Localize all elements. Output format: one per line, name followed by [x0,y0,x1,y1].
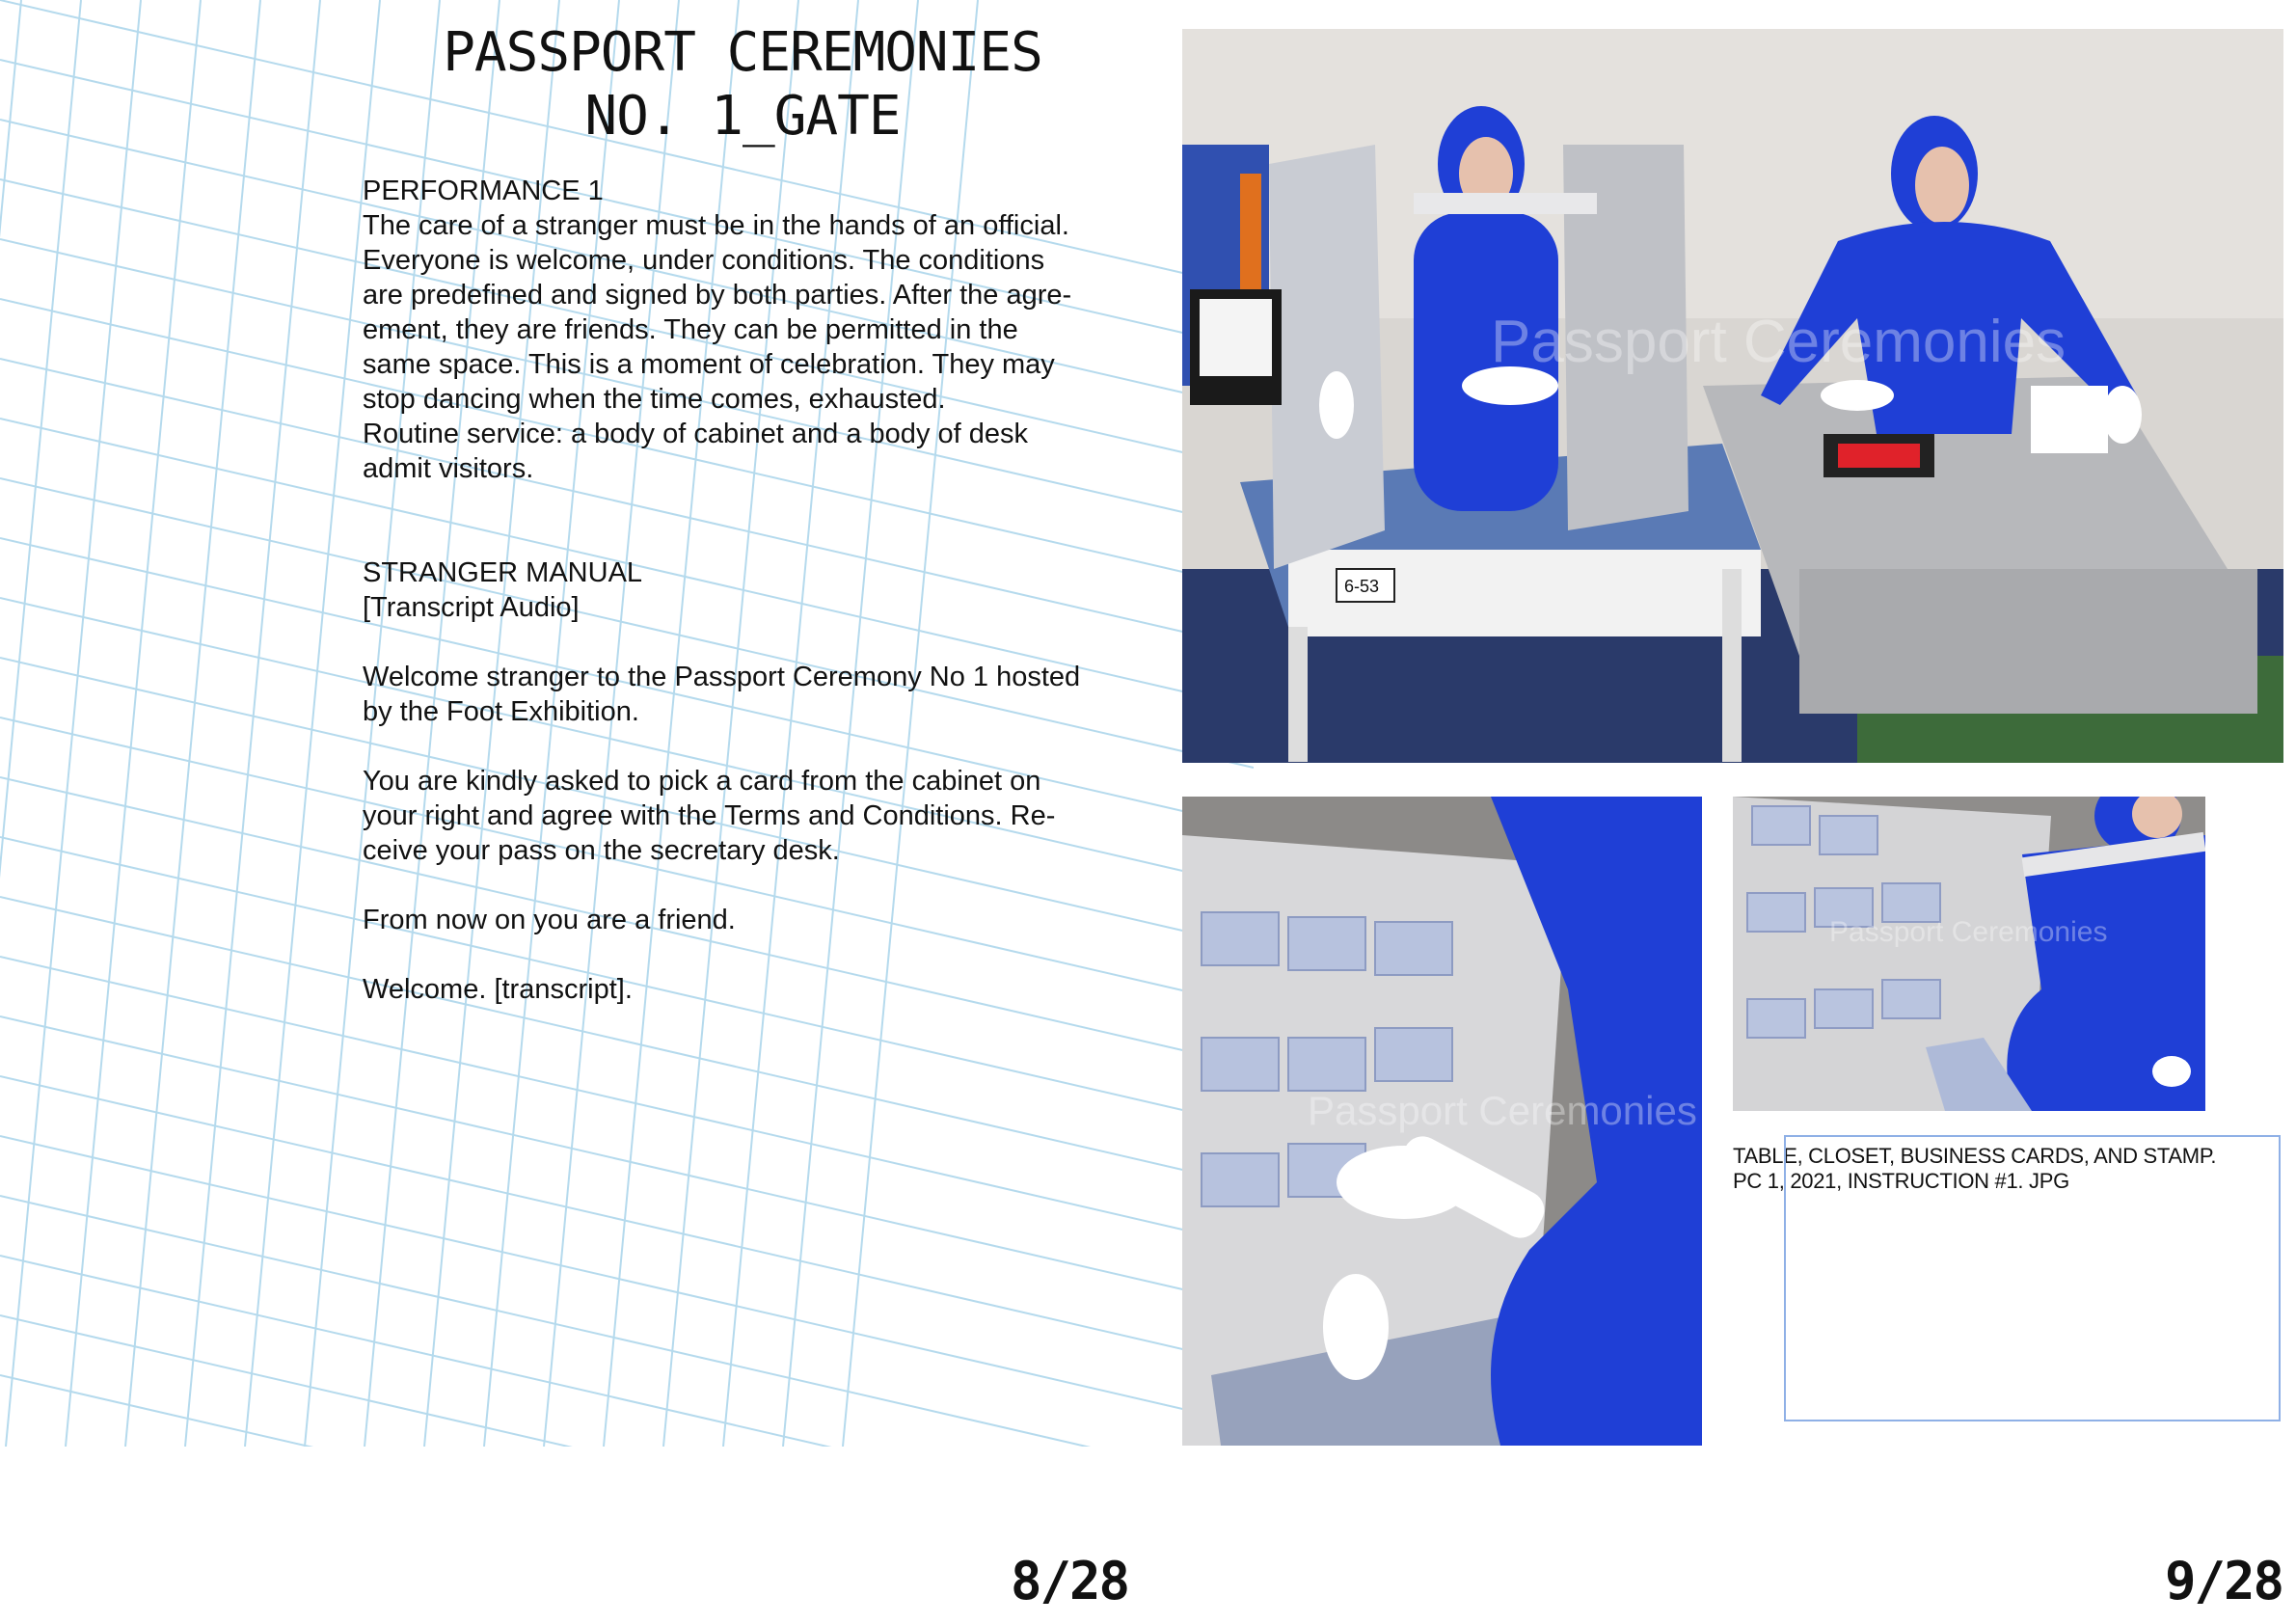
photo-card-cabinet [1733,797,2205,1111]
manual-subheading: [Transcript Audio] [363,592,580,623]
text-column [363,174,1134,1007]
manual-line: From now on you are a friend. [363,905,736,935]
performance-heading: PERFORMANCE 1 [363,176,604,206]
performance-line: stop dancing when the time comes, exhausted. [363,384,946,415]
title-line-2: NO. 1_GATE [584,85,901,148]
watermark: Passport Ceremonies [1491,309,2066,375]
manual-heading: STRANGER MANUAL [363,557,643,588]
manual-line: your right and agree with the Terms and Conditions. Re- [363,800,1056,831]
page-number-left: 8/28 [1011,1551,1129,1611]
performance-line: admit visitors. [363,453,534,484]
selection-box[interactable] [1784,1135,2281,1421]
performance-line: Routine service: a body of cabinet and a body of desk [363,419,1028,449]
title-line-1: PASSPORT CEREMONIES [443,21,1042,84]
manual-line: Welcome. [transcript]. [363,974,633,1005]
platform-label: 6-53 [1344,577,1380,596]
photo-ceremony-overview [1182,29,2283,763]
manual-line: You are kindly asked to pick a card from the cabinet on [363,766,1041,797]
manual-line: by the Foot Exhibition. [363,696,639,727]
performance-line: Everyone is welcome, under conditions. The conditions [363,245,1045,276]
performance-line: ement, they are friends. They can be permitted in the [363,314,1018,345]
caption-line-2: PC 1, 2021, INSTRUCTION #1. JPG [1733,1169,2069,1193]
watermark: Passport Ceremonies [1829,916,2108,948]
page-title [366,21,1119,149]
page-number-right: 9/28 [2165,1551,2283,1611]
manual-line: Welcome stranger to the Passport Ceremony No 1 hosted [363,662,1081,692]
caption-line-1: TABLE, CLOSET, BUSINESS CARDS, AND STAMP. [1733,1144,2217,1168]
performance-line: The care of a stranger must be in the hands of an official. [363,210,1069,241]
performance-line: are predefined and signed by both parties. After the agre- [363,280,1072,311]
manual-line: ceive your pass on the secretary desk. [363,835,840,866]
photo-taking-card [1182,797,1702,1446]
performance-line: same space. This is a moment of celebration. They may [363,349,1055,380]
watermark: Passport Ceremonies [1308,1088,1697,1133]
